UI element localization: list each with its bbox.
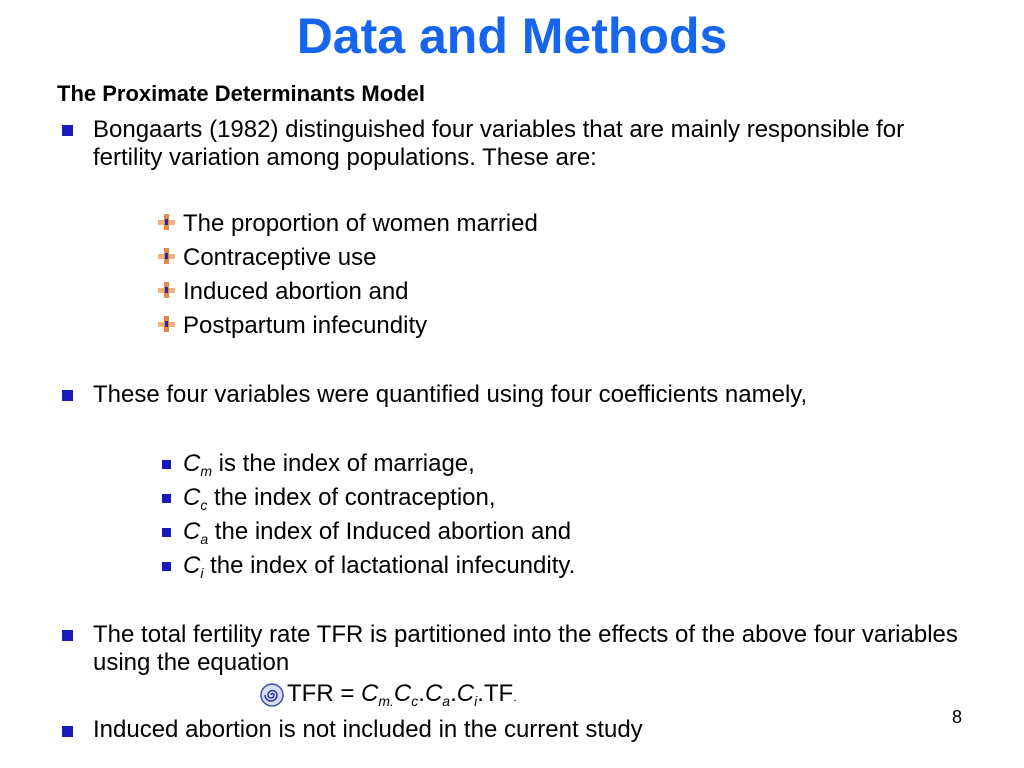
section-subtitle: The Proximate Determinants Model: [57, 81, 425, 106]
page-number: 8: [951, 707, 962, 727]
formula-dot: .: [477, 680, 484, 707]
coefficient-symbol: C: [183, 450, 201, 477]
bullet-text: Induced abortion is not included in the current study: [93, 716, 643, 743]
picture-bullet-icon: [158, 214, 175, 230]
variable-item: Induced abortion and: [183, 278, 409, 305]
coefficient-item: [183, 518, 571, 546]
bullet-square-icon: [62, 390, 73, 401]
formula-c-a: C: [424, 680, 443, 707]
formula-dot: .: [418, 680, 425, 707]
bullet-text: Bongaarts (1982) distinguished four variables that are mainly responsible for fertility variation among populations. These are:: [93, 116, 905, 171]
formula-tf: TF: [483, 680, 514, 707]
coefficient-symbol: C: [183, 484, 201, 511]
coefficient-text: the index of contraception,: [207, 484, 496, 511]
picture-bullet-icon: [158, 282, 175, 298]
picture-bullet-icon: [158, 316, 175, 332]
coefficient-subscript: i: [200, 565, 204, 581]
tfr-formula: [287, 680, 517, 711]
variable-item: Contraceptive use: [183, 244, 377, 271]
coefficient-text: the index of Induced abortion and: [208, 518, 572, 545]
sub-bullet-square-icon: [162, 528, 171, 537]
formula-sub-m: m.: [378, 693, 394, 709]
bullet-square-icon: [62, 630, 73, 641]
formula-c-m: C: [361, 680, 379, 707]
coefficient-subscript: m: [200, 463, 213, 479]
coefficient-symbol: C: [183, 552, 201, 579]
bullet-text: The total fertility rate TFR is partitioned into the effects of the above four variables using the equation: [93, 621, 958, 676]
coefficient-text: the index of lactational infecundity.: [203, 552, 576, 579]
formula-c-c: C: [393, 680, 412, 707]
picture-bullet-icon: [158, 248, 175, 264]
sub-bullet-square-icon: [162, 460, 171, 469]
spiral-bullet-icon: [260, 683, 284, 707]
formula-c-i: C: [456, 680, 475, 707]
coefficient-item: [183, 450, 475, 478]
formula-dot: .: [450, 680, 457, 707]
formula-sub-a: a: [442, 693, 451, 709]
variable-item: The proportion of women married: [183, 210, 538, 237]
coefficient-item: [183, 484, 496, 512]
coefficient-symbol: C: [183, 518, 201, 545]
sub-bullet-square-icon: [162, 562, 171, 571]
formula-lhs: TFR =: [287, 680, 362, 707]
formula-end-dot: .: [513, 690, 517, 704]
slide-title: Data and Methods: [296, 8, 728, 64]
formula-sub-c: c: [411, 693, 419, 709]
formula-sub-i: i: [474, 693, 478, 709]
coefficient-subscript: a: [200, 531, 209, 547]
coefficient-subscript: c: [200, 497, 208, 513]
coefficient-item: [183, 552, 575, 580]
sub-bullet-square-icon: [162, 494, 171, 503]
variable-item: Postpartum infecundity: [183, 312, 428, 339]
bullet-square-icon: [62, 125, 73, 136]
bullet-square-icon: [62, 726, 73, 737]
coefficient-text: is the index of marriage,: [212, 450, 475, 477]
bullet-text: These four variables were quantified using four coefficients namely,: [93, 381, 808, 408]
